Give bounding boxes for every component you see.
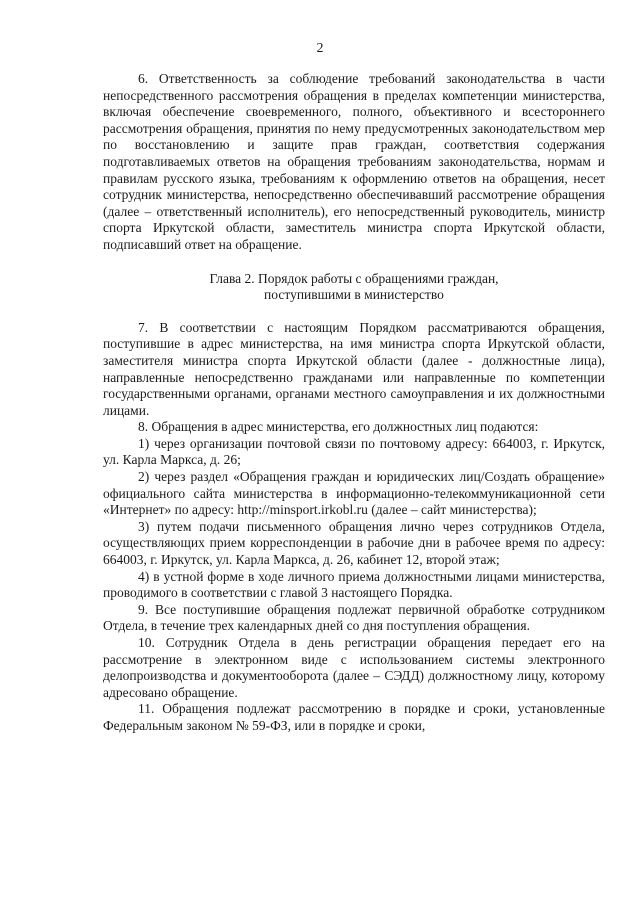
chapter-heading-line-1: Глава 2. Порядок работы с обращениями граждан, xyxy=(209,270,499,286)
page-number: 2 xyxy=(316,41,324,56)
paragraph-7: 7. В соответствии с настоящим Порядком рассматриваются обращения, поступившие в адрес министерства, на имя министра спорта Иркутской области, заместителя министра спорта Иркутской области (далее - должностные лица), направленные непосредственно гражданами или направленные по компетенции государственными органами, органами местного самоуправления и их должностными лицами. xyxy=(103,319,605,418)
list-item-3: 3) путем подачи письменного обращения лично через сотрудников Отдела, осуществляющих прием корреспонденции в рабочие дни в рабочее время по адресу: 664003, г. Иркутск, ул. Карла Маркса, д. 26, кабинет 12, второй этаж; xyxy=(103,518,605,568)
list-item-4: 4) в устной форме в ходе личного приема должностными лицами министерства, проводимого в соответствии с главой 3 настоящего Порядка. xyxy=(103,568,605,601)
list-item-2: 2) через раздел «Обращения граждан и юридических лиц/Создать обращение» официального сайта министерства в информационно-телекоммуникационной сети «Интернет» по адресу: http://minsport.irkobl.ru (далее – сайт министерства); xyxy=(103,469,605,518)
list-item-1: 1) через организации почтовой связи по почтовому адресу: 664003, г. Иркутск, ул. Карла Маркса, д. 26; xyxy=(103,435,605,468)
paragraph-8: 8. Обращения в адрес министерства, его должностных лиц подаются: xyxy=(138,419,539,435)
paragraph-6: 6. Ответственность за соблюдение требований законодательства в части непосредственного рассмотрения обращения в пределах компетенции министерства, включая обеспечение своевременного, полного, объективного и всестороннего рассмотрения обращения, принятия по нему предусмотренных законодательством мер по восстановлению и защите прав граждан, соответствия содержания подготавливаемых ответов на обращения требованиям законодательства, нормам и правилам русского языка, требованиям к оформлению ответов на обращения, несет сотрудник министерства, непосредственно обеспечивавший рассмотрение обращения (далее – ответственный исполнитель), его непосредственный руководитель, министр спорта Иркутской области, заместитель министра спорта Иркутской области, подписавший ответ на обращение. xyxy=(103,71,605,252)
document-body xyxy=(103,71,605,735)
paragraph-11: 11. Обращения подлежат рассмотрению в порядке и сроки, установленные Федеральным законом № 59-ФЗ, или в порядке и сроки, xyxy=(103,701,605,733)
chapter-heading-line-2: поступившими в министерство xyxy=(264,287,444,303)
paragraph-10: 10. Сотрудник Отдела в день регистрации обращения передает его на рассмотрение в электронном виде с использованием системы электронного делопроизводства и документооборота (далее – СЭДД) должностному лицу, которому адресовано обращение. xyxy=(103,635,605,700)
paragraph-9: 9. Все поступившие обращения подлежат первичной обработке сотрудником Отдела, в течение трех календарных дней со дня поступления обращения. xyxy=(103,601,605,634)
